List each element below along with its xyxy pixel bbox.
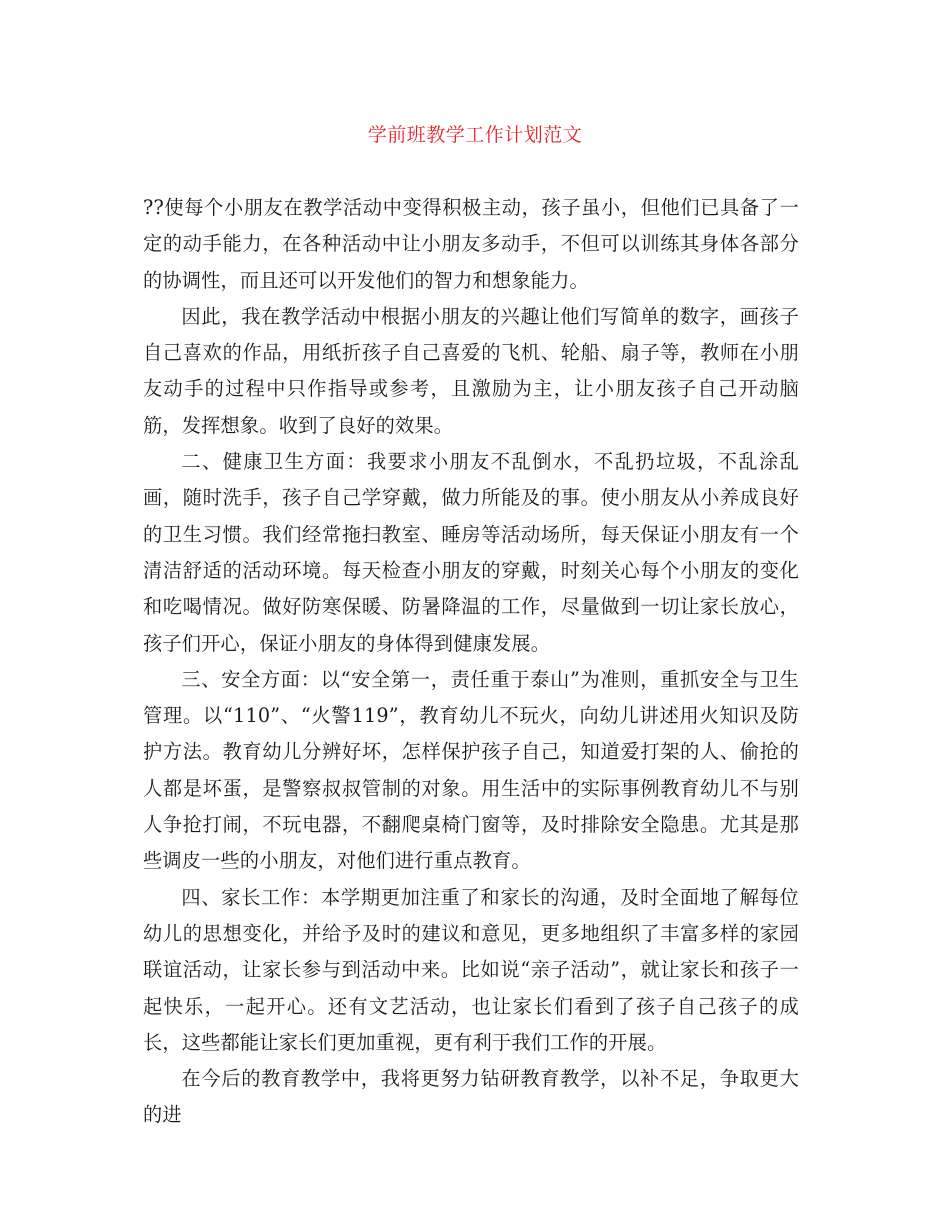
document-title: 学前班教学工作计划范文 xyxy=(367,124,583,146)
paragraph-health-hygiene: 二、健康卫生方面：我要求小朋友不乱倒水，不乱扔垃圾，不乱涂乱画，随时洗手，孩子自己学穿戴，做力所能及的事。使小朋友从小养成良好的卫生习惯。我们经常拖扫教室、睡房等活动场所，每天保证小朋友有一个清洁舒适的活动环境。每天检查小朋友的穿戴，时刻关心每个小朋友的变化和吃喝情况。做好防寒保暖、防暑降温的工作，尽量做到一切让家长放心，孩子们开心，保证小朋友的身体得到健康发展。 xyxy=(143,450,799,655)
paragraph-parent-work: 四、家长工作：本学期更加注重了和家长的沟通，及时全面地了解每位幼儿的思想变化，并给予及时的建议和意见，更多地组织了丰富多样的家园联谊活动，让家长参与到活动中来。比如说“亲子活动”，就让家长和孩子一起快乐，一起开心。还有文艺活动，也让家长们看到了孩子自己孩子的成长，这些都能让家长们更加重视，更有利于我们工作的开展。 xyxy=(143,885,799,1054)
document-body xyxy=(143,190,799,1134)
paragraph-safety: 三、安全方面：以“安全第一，责任重于泰山”为准则，重抓安全与卫生管理。以“110”、“火警119”，教育幼儿不玩火，向幼儿讲述用火知识及防护方法。教育幼儿分辨好坏，怎样保护孩子自己，知道爱打架的人、偷抢的人都是坏蛋，是警察叔叔管制的对象。用生活中的实际事例教育幼儿不与别人争抢打闹，不玩电器，不翻爬桌椅门窗等，及时排除安全隐患。尤其是那些调皮一些的小朋友，对他们进行重点教育。 xyxy=(143,667,799,873)
paragraph-future: 在今后的教育教学中，我将更努力钻研教育教学，以补不足，争取更大的进 xyxy=(143,1067,799,1127)
paragraph-2: 因此，我在教学活动中根据小朋友的兴趣让他们写简单的数字，画孩子自己喜欢的作品，用纸折孩子自己喜爱的飞机、轮船、扇子等，教师在小朋友动手的过程中只作指导或参考，且激励为主，让小朋友孩子自己开动脑筋，发挥想象。收到了良好的效果。 xyxy=(143,304,799,437)
paragraph-1: ??使每个小朋友在教学活动中变得积极主动，孩子虽小，但他们已具备了一定的动手能力，在各种活动中让小朋友多动手，不但可以训练其身体各部分的协调性，而且还可以开发他们的智力和想象能力。 xyxy=(143,196,799,292)
